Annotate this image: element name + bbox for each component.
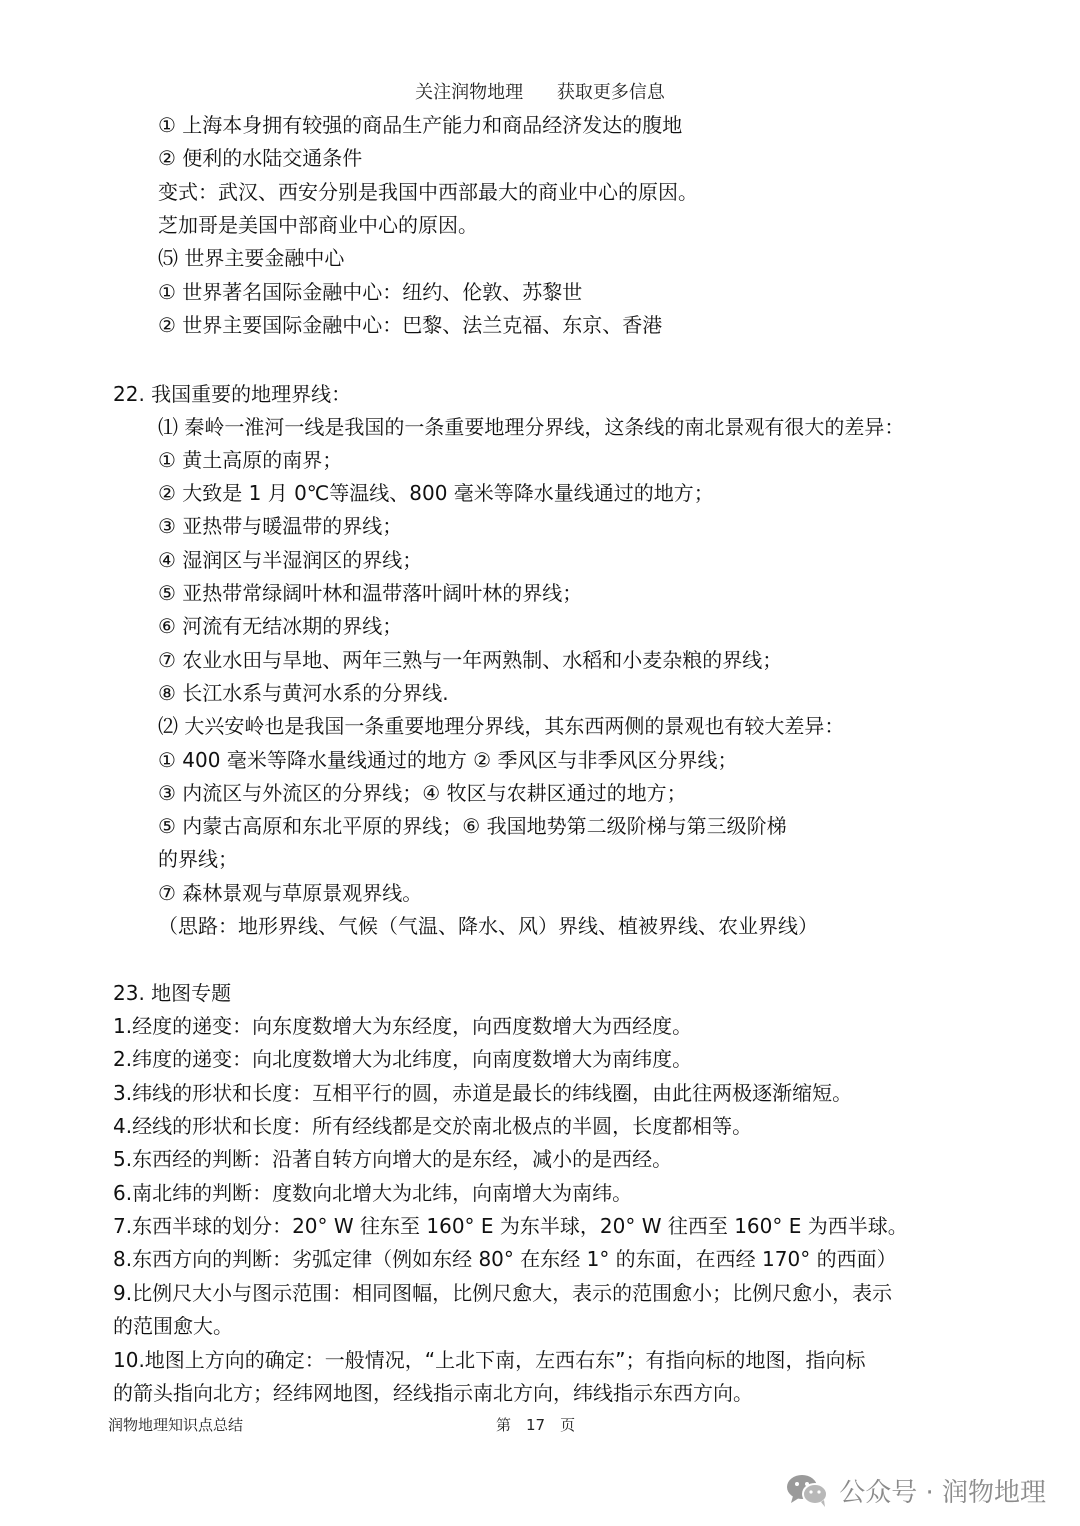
- text-line: ① 400 毫米等降水量线通过的地方 ② 季风区与非季风区分界线；: [158, 748, 738, 772]
- text-line: 7.东西半球的划分：20° W 往东至 160° E 为东半球，20° W 往西至 160° E 为西半球。: [113, 1214, 908, 1238]
- text-line: 1.经度的递变：向东度数增大为东经度，向西度数增大为西经度。: [113, 1014, 693, 1038]
- text-line: ② 便利的水陆交通条件: [158, 146, 363, 170]
- text-line: ⑦ 森林景观与草原景观界线。: [158, 881, 423, 905]
- text-line: ③ 亚热带与暖温带的界线；: [158, 514, 403, 538]
- text-line: 2.纬度的递变：向北度数增大为北纬度，向南度数增大为南纬度。: [113, 1047, 693, 1071]
- text-line: ⑦ 农业水田与旱地、两年三熟与一年两熟制、水稻和小麦杂粮的界线；: [158, 648, 783, 672]
- text-line: 5.东西经的判断：沿著自转方向增大的是东经，减小的是西经。: [113, 1147, 673, 1171]
- header-right: 获取更多信息: [556, 82, 665, 103]
- text-line: 的范围愈大。: [113, 1314, 233, 1338]
- text-line: 8.东西方向的判断：劣弧定律（例如东经 80° 在东经 1° 的东面，在西经 170° 的西面）: [113, 1247, 897, 1271]
- section-heading: 22. 我国重要的地理界线：: [113, 382, 352, 406]
- text-line: ① 黄土高原的南界；: [158, 448, 343, 472]
- text-line: 3.纬线的形状和长度：互相平行的圆，赤道是最长的纬线圈，由此往两极逐渐缩短。: [113, 1081, 853, 1105]
- page-header: [0, 78, 1080, 104]
- text-line: ⑴ 秦岭一淮河一线是我国的一条重要地理分界线，这条线的南北景观有很大的差异：: [158, 415, 905, 439]
- text-line: ⑵ 大兴安岭也是我国一条重要地理分界线，其东西两侧的景观也有较大差异：: [158, 714, 845, 738]
- text-line: 4.经线的形状和长度：所有经线都是交於南北极点的半圆，长度都相等。: [113, 1114, 753, 1138]
- text-line: 6.南北纬的判断：度数向北增大为北纬，向南增大为南纬。: [113, 1181, 633, 1205]
- text-line: 芝加哥是美国中部商业中心的原因。: [158, 213, 478, 237]
- footer-title: 润物地理知识点总结: [108, 1416, 244, 1434]
- text-line: ⑧ 长江水系与黄河水系的分界线.: [158, 681, 449, 705]
- text-line: ② 世界主要国际金融中心：巴黎、法兰克福、东京、香港: [158, 313, 663, 337]
- text-line: ⑥ 河流有无结冰期的界线；: [158, 614, 403, 638]
- text-line: ③ 内流区与外流区的分界线；④ 牧区与农耕区通过的地方；: [158, 781, 687, 805]
- text-line: 的界线；: [158, 847, 238, 871]
- header-left: 关注润物地理: [415, 82, 524, 103]
- wechat-icon: [785, 1472, 829, 1508]
- text-line: 变式：武汉、西安分别是我国中西部最大的商业中心的原因。: [158, 180, 698, 204]
- text-line: 10.地图上方向的确定：一般情况，“上北下南，左西右东”；有指向标的地图，指向标: [113, 1348, 866, 1372]
- text-line: ⑤ 内蒙古高原和东北平原的界线；⑥ 我国地势第二级阶梯与第三级阶梯: [158, 814, 787, 838]
- section-heading: 23. 地图专题: [113, 981, 232, 1005]
- text-line: ⑸ 世界主要金融中心: [158, 246, 345, 270]
- text-line: 的箭头指向北方；经纬网地图，经线指示南北方向，纬线指示东西方向。: [113, 1381, 753, 1405]
- text-line: ⑤ 亚热带常绿阔叶林和温带落叶阔叶林的界线；: [158, 581, 583, 605]
- watermark-text: 公众号 · 润物地理: [839, 1477, 1046, 1508]
- text-line: ① 世界著名国际金融中心：纽约、伦敦、苏黎世: [158, 280, 583, 304]
- page-number: 第 17 页: [496, 1416, 576, 1434]
- watermark: [785, 1470, 1046, 1510]
- text-line: ② 大致是 1 月 0℃等温线、800 毫米等降水量线通过的地方；: [158, 481, 714, 505]
- text-line: ④ 湿润区与半湿润区的界线；: [158, 548, 423, 572]
- text-line: （思路：地形界线、气候（气温、降水、风）界线、植被界线、农业界线）: [158, 914, 818, 938]
- text-line: ① 上海本身拥有较强的商品生产能力和商品经济发达的腹地: [158, 113, 683, 137]
- text-line: 9.比例尺大小与图示范围：相同图幅，比例尺愈大，表示的范围愈小；比例尺愈小，表示: [113, 1281, 893, 1305]
